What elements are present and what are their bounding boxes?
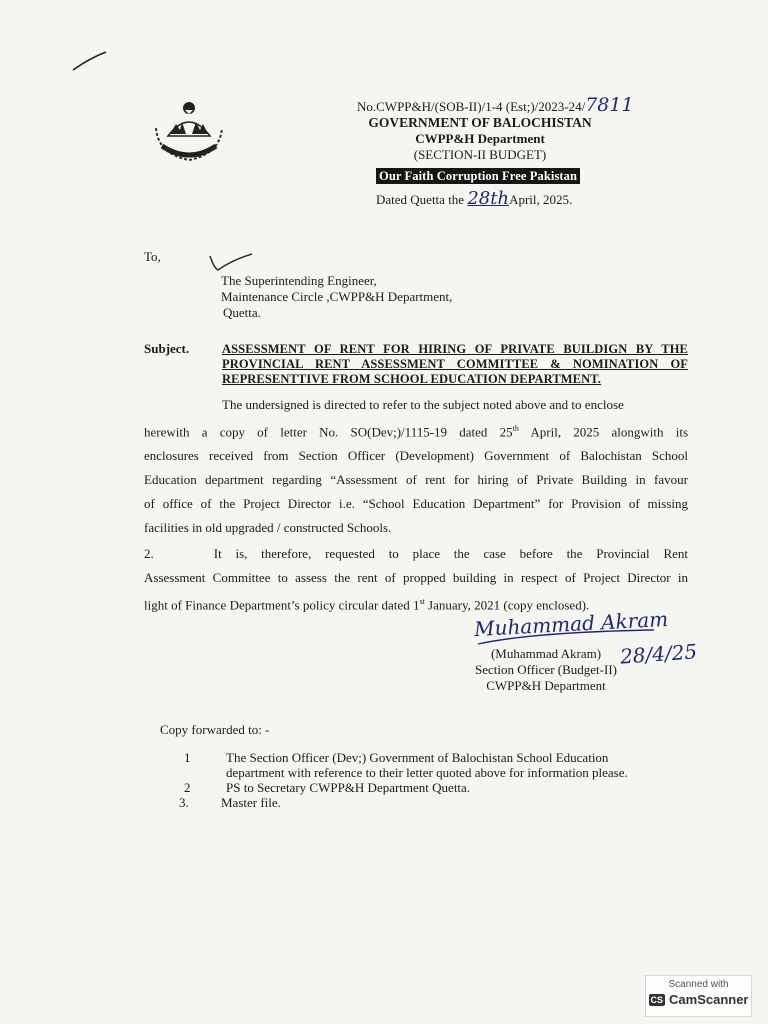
paragraph-2-line-1-text: It is, therefore, requested to place the case before the Provincial Rent [213,546,688,561]
signatory-title: Section Officer (Budget-II) [475,662,617,677]
paragraph-1-line-6: facilities in old upgraded / constructed Schools. [144,520,392,536]
paragraph-2 [144,542,688,617]
camscanner-watermark [645,975,752,1017]
addressee-line-3: Quetta. [223,305,261,320]
list-item-number: 3. [179,795,189,810]
signatory-block [466,646,626,694]
circular-reference-text: light of Finance Department’s policy circular dated 1 [144,597,420,613]
letterhead [330,94,634,163]
circular-date-rest: January, 2021 (copy enclosed). [424,597,590,613]
list-item-number: 2 [184,780,191,795]
handwritten-signature-date: 28/4/25 [619,639,698,669]
paragraph-1-line-4: Education department regarding “Assessment of rent for hiring of Private Building in favour [144,472,688,488]
list-item-line-1: The Section Officer (Dev;) Government of Balochistan School Education [226,750,609,765]
tick-mark [206,250,256,274]
subject-line-3: REPRESENTTIVE FROM SCHOOL EDUCATION DEPARTMENT. [222,372,601,386]
subject-line-1: ASSESSMENT OF RENT FOR HIRING OF PRIVATE BUILDIGN BY THE [222,342,688,356]
paragraph-1-line-2 [144,417,688,444]
paragraph-2-number: 2. [144,546,154,561]
letter-reference-text: herewith a copy of letter No. SO(Dev;)/1115-19 dated 25 [144,424,513,440]
reference-number: No.CWPP&H/(SOB-II)/1-4 (Est;)/2023-24/ [357,99,586,114]
paragraph-1 [144,393,688,540]
paragraph-2-line-2: Assessment Committee to assess the rent of propped building in respect of Project Director in [144,570,688,585]
list-item-text: PS to Secretary CWPP&H Department Quetta. [226,780,471,795]
ordinal-suffix: th [512,424,519,433]
list-item-text: Master file. [221,795,281,810]
motto-text: Our Faith Corruption Free Pakistan [376,168,580,184]
ordinal-suffix: st [419,597,425,606]
list-item-text [226,750,628,780]
list-item-number: 1 [184,750,191,765]
paragraph-1-line-5: of office of the Project Director i.e. “School Education Department” for Provision of missing [144,496,688,512]
handwritten-signature: Muhammad Akram [473,606,669,642]
signatory-department: CWPP&H Department [486,678,606,693]
addressee-block [221,273,452,321]
paragraph-2-line-1 [144,542,688,566]
reference-number-handwritten: 7811 [585,94,634,116]
watermark-caption: Scanned with [668,979,729,990]
addressee-line-1: The Superintending Engineer, [221,273,377,288]
subject-label: Subject. [144,341,190,356]
paragraph-1-line-1: The undersigned is directed to refer to the subject noted above and to enclose [222,397,624,412]
section-title: (SECTION-II BUDGET) [413,147,547,162]
reference-number-line [330,94,634,116]
list-item [176,750,696,780]
government-title: GOVERNMENT OF BALOCHISTAN [368,115,592,130]
department-title: CWPP&H Department [415,131,545,146]
letter-date-rest: April, 2025 alongwith its [518,424,689,440]
subject-line-2: PROVINCIAL RENT ASSESSMENT COMMITTEE & NOMINATION OF [222,357,688,371]
watermark-brand [646,992,751,1007]
camscanner-logo-icon: CS [650,994,664,1005]
date-suffix: April, 2025. [509,192,573,207]
motto-banner [376,167,580,185]
balochistan-emblem [148,98,230,168]
subject-block [222,342,688,387]
date-line [376,187,572,212]
list-item [176,780,696,795]
date-prefix: Dated Quetta the [376,192,465,207]
addressee-line-2: Maintenance Circle ,CWPP&H Department, [221,289,453,304]
watermark-app-name: CamScanner [669,992,749,1007]
copy-forwarded-heading: Copy forwarded to: - [160,722,270,737]
to-label: To, [144,249,161,264]
signatory-name: (Muhammad Akram) [490,646,602,661]
copy-list [176,750,696,810]
list-item-line-2: department with reference to their letter quoted above for information please. [226,765,628,780]
paragraph-1-line-3: enclosures received from Section Officer (Development) Government of Balochistan School [144,448,688,464]
pen-stroke-mark [70,48,110,74]
list-item [176,795,696,810]
date-day-handwritten: 28th [467,188,510,209]
